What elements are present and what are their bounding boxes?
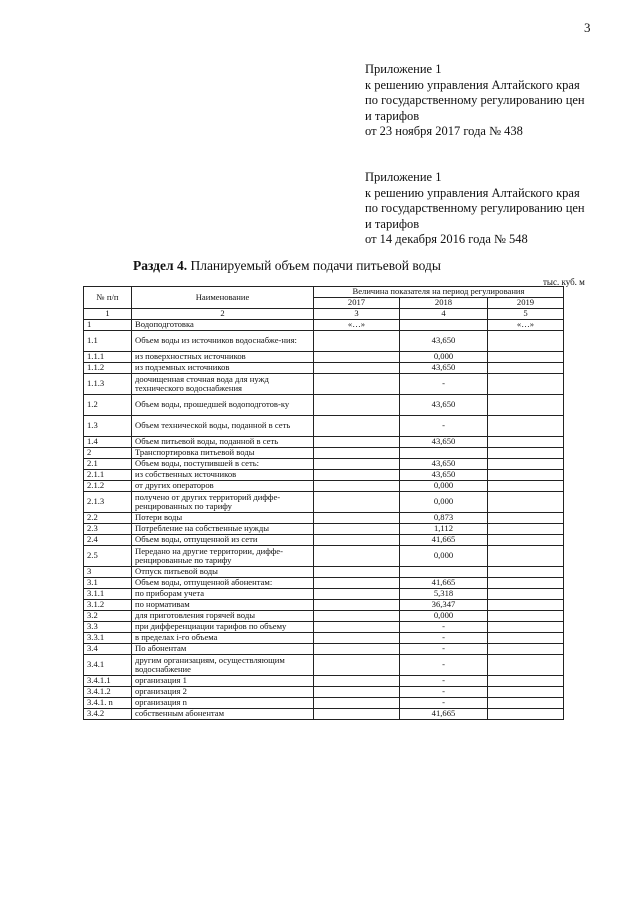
row-name: Объем воды, отпущенной абонентам: [132,578,314,589]
row-number: 3.1.1 [84,589,132,600]
appendix-line: и тарифов [365,108,420,123]
row-number: 2 [84,448,132,459]
value-2018: 43,650 [400,331,488,352]
row-number: 3.3 [84,622,132,633]
value-2019 [488,416,564,437]
row-name: Водоподготовка [132,320,314,331]
value-2019 [488,352,564,363]
table-row [84,535,564,546]
value-2019 [488,481,564,492]
value-2019: «…» [488,320,564,331]
table-row [84,331,564,352]
row-name: из подземных источников [132,363,314,374]
row-name: Объем воды, поступившей в сеть: [132,459,314,470]
value-2017 [314,633,400,644]
row-name: по приборам учета [132,589,314,600]
value-2017 [314,611,400,622]
column-index: 1 [84,309,132,320]
value-2018 [400,320,488,331]
row-number: 2.1.1 [84,470,132,481]
value-2017 [314,331,400,352]
value-2019 [488,524,564,535]
value-2019 [488,567,564,578]
value-2017 [314,589,400,600]
row-name: организация 1 [132,676,314,687]
row-name: По абонентам [132,644,314,655]
row-name: Объем технической воды, поданной в сеть [132,416,314,437]
value-2019 [488,633,564,644]
value-2018: 0,000 [400,611,488,622]
value-2017 [314,459,400,470]
value-2019 [488,622,564,633]
appendix-line: по государственному регулированию цен [365,93,585,107]
row-number: 1.4 [84,437,132,448]
row-name: Транспортировка питьевой воды [132,448,314,459]
value-2018: 36,347 [400,600,488,611]
value-2018: 0,000 [400,481,488,492]
row-number: 2.1.3 [84,492,132,513]
value-2018: - [400,655,488,676]
value-2019 [488,676,564,687]
value-2019 [488,535,564,546]
row-number: 1.1 [84,331,132,352]
value-2018 [400,567,488,578]
row-number: 2.3 [84,524,132,535]
value-2018: - [400,676,488,687]
table-row [84,481,564,492]
column-index: 5 [488,309,564,320]
appendix-previous-header [365,170,585,248]
value-2018: - [400,416,488,437]
value-2017 [314,437,400,448]
value-2018: 41,665 [400,578,488,589]
table-row [84,676,564,687]
header-period-group: Величина показателя на период регулирования [314,287,564,298]
row-number: 3.1.2 [84,600,132,611]
value-2017 [314,481,400,492]
value-2019 [488,437,564,448]
row-name: от других операторов [132,481,314,492]
header-name: Наименование [132,287,314,309]
appendix-line: от 23 ноября 2017 года № 438 [365,124,523,138]
table-row [84,687,564,698]
table-row [84,611,564,622]
table-row [84,448,564,459]
table-row [84,395,564,416]
units-label: тыс. куб. м [543,277,585,287]
value-2018: 1,112 [400,524,488,535]
value-2019 [488,546,564,567]
table-row [84,374,564,395]
appendix-current-header [365,62,585,140]
row-number: 3 [84,567,132,578]
row-name: Отпуск питьевой воды [132,567,314,578]
value-2017 [314,535,400,546]
value-2017 [314,600,400,611]
row-number: 3.4.1.1 [84,676,132,687]
row-number: 3.4 [84,644,132,655]
table-row [84,644,564,655]
row-name: Объем питьевой воды, поданной в сеть [132,437,314,448]
row-number: 2.5 [84,546,132,567]
row-name: Потери воды [132,513,314,524]
value-2017: «…» [314,320,400,331]
row-number: 2.1 [84,459,132,470]
table-row [84,363,564,374]
value-2017 [314,395,400,416]
row-number: 2.4 [84,535,132,546]
value-2017 [314,546,400,567]
table-row [84,546,564,567]
row-name: Потребление на собственные нужды [132,524,314,535]
row-number: 3.2 [84,611,132,622]
row-number: 2.2 [84,513,132,524]
section-prefix: Раздел 4. [133,258,188,273]
table-row [84,633,564,644]
row-name: получено от других территорий диффе-ренцированных по тарифу [132,492,314,513]
row-name: в пределах i-го объема [132,633,314,644]
value-2019 [488,578,564,589]
value-2019 [488,492,564,513]
value-2017 [314,698,400,709]
table-row [84,622,564,633]
value-2019 [488,459,564,470]
appendix-line: к решению управления Алтайского края [365,185,580,200]
table-row [84,352,564,363]
value-2017 [314,578,400,589]
row-number: 3.4.1. n [84,698,132,709]
row-number: 3.4.1 [84,655,132,676]
value-2017 [314,352,400,363]
table-row [84,513,564,524]
value-2019 [488,644,564,655]
table-row [84,578,564,589]
value-2018: - [400,633,488,644]
value-2017 [314,492,400,513]
row-name: Передано на другие территории, диффе-ренцированные по тарифу [132,546,314,567]
row-name: по нормативам [132,600,314,611]
row-name: Объем воды, прошедшей водоподготов-ку [132,395,314,416]
value-2019 [488,363,564,374]
value-2018: 41,665 [400,709,488,720]
value-2018: - [400,698,488,709]
value-2018: - [400,687,488,698]
value-2019 [488,687,564,698]
value-2017 [314,709,400,720]
table-body [84,320,564,720]
value-2018: 41,665 [400,535,488,546]
row-number: 3.4.2 [84,709,132,720]
value-2019 [488,374,564,395]
value-2017 [314,363,400,374]
appendix-line: от 14 декабря 2016 года № 548 [365,232,528,246]
value-2017 [314,470,400,481]
column-index: 2 [132,309,314,320]
header-num: № п/п [84,287,132,309]
value-2018: - [400,374,488,395]
appendix-line: Приложение 1 [365,170,442,184]
value-2017 [314,448,400,459]
row-number: 1.1.3 [84,374,132,395]
value-2017 [314,524,400,535]
row-name: организация 2 [132,687,314,698]
table-row [84,320,564,331]
row-name: для приготовления горячей воды [132,611,314,622]
header-year: 2018 [400,298,488,309]
section-title [133,258,441,274]
header-year: 2019 [488,298,564,309]
value-2017 [314,622,400,633]
page-number: 3 [584,20,591,35]
row-name: собственным абонентам [132,709,314,720]
value-2018: 43,650 [400,470,488,481]
value-2019 [488,448,564,459]
table-row [84,524,564,535]
row-number: 1.3 [84,416,132,437]
table-row [84,567,564,578]
row-name: из собственных источников [132,470,314,481]
water-volume-table [83,286,564,720]
row-name: при дифференциации тарифов по объему [132,622,314,633]
table-row [84,492,564,513]
table-row [84,416,564,437]
value-2018: 0,000 [400,546,488,567]
row-number: 1 [84,320,132,331]
header-year: 2017 [314,298,400,309]
row-name: из поверхностных источников [132,352,314,363]
row-name: Объем воды из источников водоснабже-ния: [132,331,314,352]
row-name: другим организациям, осуществляющим водоснабжение [132,655,314,676]
row-number: 2.1.2 [84,481,132,492]
row-number: 3.4.1.2 [84,687,132,698]
value-2019 [488,395,564,416]
value-2019 [488,513,564,524]
value-2018: 43,650 [400,437,488,448]
row-name: организация n [132,698,314,709]
table-row [84,470,564,481]
value-2019 [488,709,564,720]
value-2019 [488,470,564,481]
value-2017 [314,644,400,655]
value-2019 [488,698,564,709]
appendix-line: к решению управления Алтайского края [365,77,580,92]
appendix-line: и тарифов [365,216,420,231]
value-2018: 5,318 [400,589,488,600]
table-row [84,655,564,676]
section-title-text: Планируемый объем подачи питьевой воды [190,258,441,273]
appendix-line: Приложение 1 [365,62,442,76]
value-2018: 43,650 [400,459,488,470]
value-2017 [314,676,400,687]
appendix-line: по государственному регулированию цен [365,201,585,215]
row-number: 1.2 [84,395,132,416]
table-row [84,600,564,611]
value-2017 [314,567,400,578]
value-2019 [488,600,564,611]
value-2019 [488,331,564,352]
row-number: 3.1 [84,578,132,589]
value-2019 [488,655,564,676]
row-name: Объем воды, отпущенной из сети [132,535,314,546]
value-2018: 0,000 [400,352,488,363]
value-2017 [314,416,400,437]
value-2018: 0,000 [400,492,488,513]
row-name: доочищенная сточная вода для нужд технического водоснабжения [132,374,314,395]
row-number: 1.1.1 [84,352,132,363]
value-2017 [314,513,400,524]
column-index: 4 [400,309,488,320]
row-number: 1.1.2 [84,363,132,374]
value-2017 [314,655,400,676]
value-2018 [400,448,488,459]
column-index: 3 [314,309,400,320]
value-2018: 0,873 [400,513,488,524]
value-2018: 43,650 [400,395,488,416]
value-2017 [314,687,400,698]
row-number: 3.3.1 [84,633,132,644]
table-row [84,589,564,600]
value-2018: - [400,622,488,633]
table-row [84,459,564,470]
value-2019 [488,611,564,622]
table-row [84,698,564,709]
value-2017 [314,374,400,395]
value-2018: - [400,644,488,655]
table-row [84,437,564,448]
table-row [84,709,564,720]
value-2018: 43,650 [400,363,488,374]
value-2019 [488,589,564,600]
